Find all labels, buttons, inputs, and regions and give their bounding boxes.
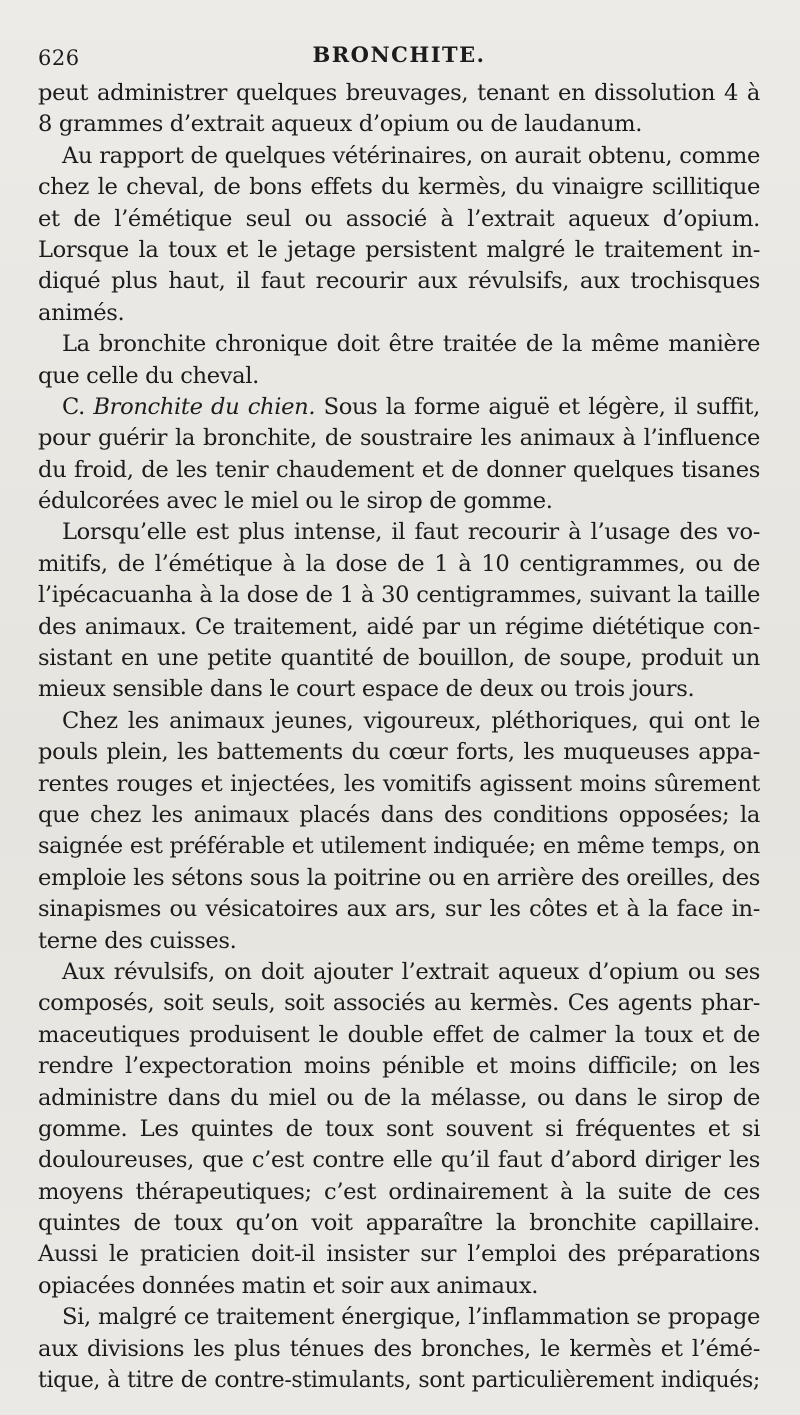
section-label: C. <box>62 393 85 420</box>
page-number: 626 <box>38 46 80 70</box>
text-line: rendre l’expectoration moins pénible et moins difficile; on les <box>38 1053 760 1080</box>
text-line: aux divisions les plus ténues des bronches, le kermès et l’émé- <box>38 1335 760 1362</box>
running-header <box>38 42 760 76</box>
text-line: des animaux. Ce traitement, aidé par un régime diététique con- <box>38 613 760 640</box>
body-text <box>38 78 760 1396</box>
text-line: Aux révulsifs, on doit ajouter l’extrait aqueux d’opium ou ses <box>62 958 760 985</box>
text-line: maceutiques produisent le double effet de calmer la toux et de <box>38 1021 760 1048</box>
text-line: sinapismes ou vésicatoires aux ars, sur les côtes et à la face in- <box>38 896 760 923</box>
text-line: mitifs, de l’émétique à la dose de 1 à 10 centigrammes, ou de <box>38 550 760 577</box>
text-line: La bronchite chronique doit être traitée de la même manière <box>62 331 760 358</box>
text-line: animés. <box>38 299 125 326</box>
text-line: rentes rouges et injectées, les vomitifs agissent moins sûrement <box>38 770 760 797</box>
text-line: composés, soit seuls, soit associés au kermès. Ces agents phar- <box>38 990 760 1017</box>
text-line: moyens thérapeutiques; c’est ordinairement à la suite de ces <box>38 1178 760 1205</box>
section-heading: Bronchite du chien. <box>93 393 316 420</box>
text-line: Au rapport de quelques vétérinaires, on aurait obtenu, comme <box>62 142 760 169</box>
text-line: que celle du cheval. <box>38 362 260 389</box>
text-line: l’ipécacuanha à la dose de 1 à 30 centigrammes, suivant la taille <box>38 582 760 609</box>
text-line: terne des cuisses. <box>38 927 237 954</box>
text-line: 8 grammes d’extrait aqueux d’opium ou de laudanum. <box>38 111 643 138</box>
text-line: Si, malgré ce traitement énergique, l’inflammation se propage <box>62 1304 760 1331</box>
text-line: emploie les sétons sous la poitrine ou en arrière des oreilles, des <box>38 864 760 891</box>
text-line: tique, à titre de contre-stimulants, sont particulièrement indiqués; <box>38 1368 760 1394</box>
text-line: pour guérir la bronchite, de soustraire les animaux à l’influence <box>38 425 760 452</box>
line-text: Sous la forme aiguë et légère, il suffit, <box>323 393 760 420</box>
text-line: et de l’émétique seul ou associé à l’extrait aqueux d’opium. <box>38 205 760 232</box>
text-line: administre dans du miel ou de la mélasse, ou dans le sirop de <box>38 1084 760 1111</box>
text-line: sistant en une petite quantité de bouillon, de soupe, produit un <box>38 645 760 672</box>
text-line: du froid, de les tenir chaudement et de donner quelques tisanes <box>38 456 760 483</box>
text-line: Lorsqu’elle est plus intense, il faut recourir à l’usage des vo- <box>62 519 760 546</box>
running-title: BRONCHITE. <box>312 42 486 67</box>
text-line: gomme. Les quintes de toux sont souvent si fréquentes et si <box>38 1115 760 1142</box>
text-line: que chez les animaux placés dans des conditions opposées; la <box>38 801 760 828</box>
text-line: Chez les animaux jeunes, vigoureux, pléthoriques, qui ont le <box>62 707 760 734</box>
text-line: chez le cheval, de bons effets du kermès, du vinaigre scillitique <box>38 174 760 201</box>
text-line: saignée est préférable et utilement indiquée; en même temps, on <box>38 833 760 860</box>
text-line: Lorsque la toux et le jetage persistent malgré le traitement in- <box>38 236 760 263</box>
text-line: douloureuses, que c’est contre elle qu’il faut d’abord diriger les <box>38 1147 760 1174</box>
text-line: quintes de toux qu’on voit apparaître la bronchite capillaire. <box>38 1210 760 1237</box>
text-line: mieux sensible dans le court espace de deux ou trois jours. <box>38 676 695 703</box>
text-line: pouls plein, les battements du cœur forts, les muqueuses appa- <box>38 739 760 766</box>
text-line: Aussi le praticien doit-il insister sur l’emploi des préparations <box>38 1241 760 1268</box>
text-line <box>38 392 760 423</box>
text-line: opiacées données matin et soir aux animaux. <box>38 1272 539 1299</box>
text-line: diqué plus haut, il faut recourir aux révulsifs, aux trochisques <box>38 268 760 295</box>
text-line: peut administrer quelques breuvages, tenant en dissolution 4 à <box>38 80 760 106</box>
text-line: édulcorées avec le miel ou le sirop de gomme. <box>38 488 553 515</box>
